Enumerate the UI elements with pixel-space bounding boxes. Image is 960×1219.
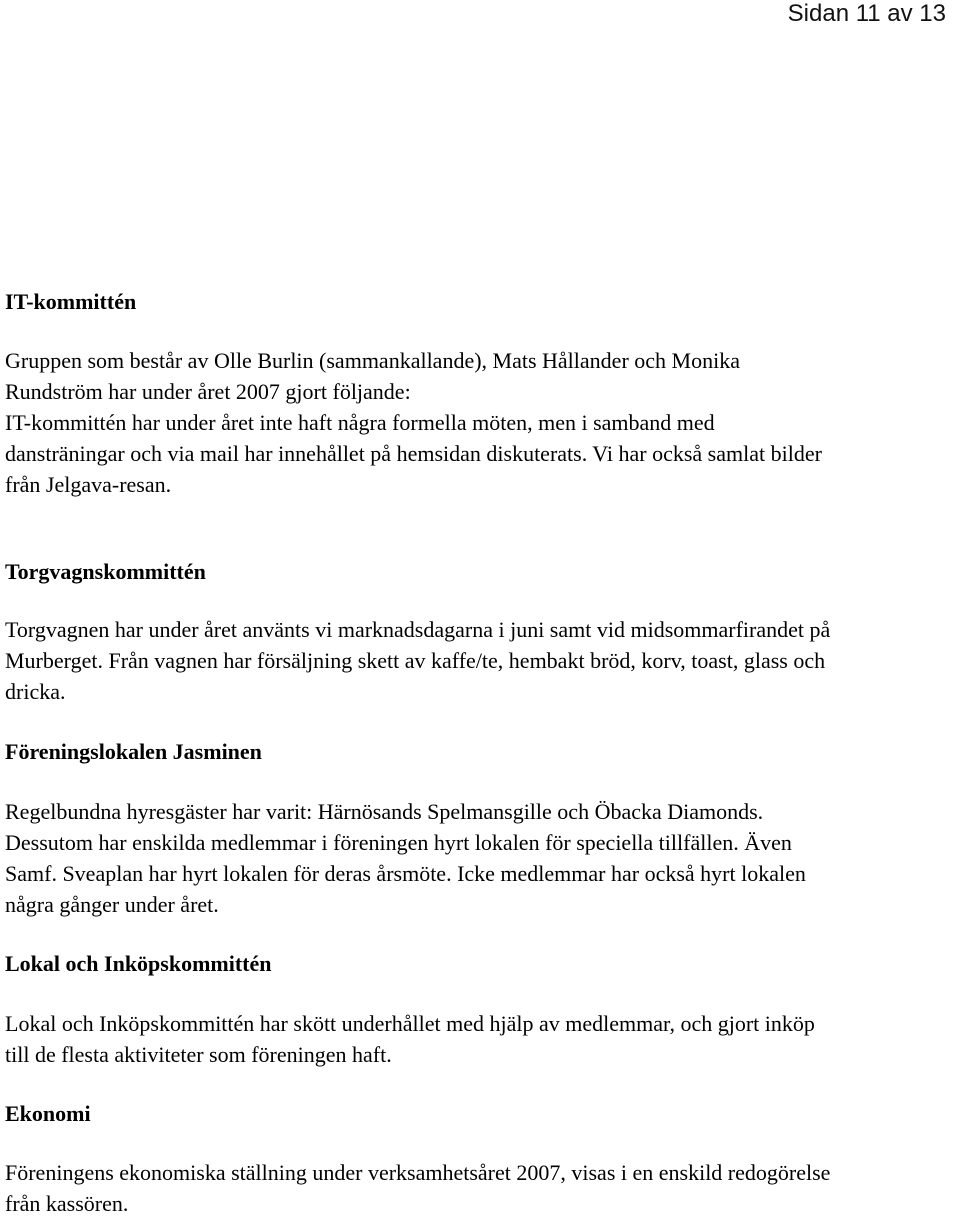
section-paragraph (5, 1008, 957, 1070)
paragraph-line: några gånger under året. (5, 892, 219, 917)
section-heading: Föreningslokalen Jasminen (5, 739, 262, 764)
section-paragraph (5, 345, 957, 500)
paragraph-line: Dessutom har enskilda medlemmar i föreningen hyrt lokalen för speciella tillfällen. Även (5, 830, 792, 855)
paragraph-line: Föreningens ekonomiska ställning under verksamhetsåret 2007, visas i en enskild redogörelse (5, 1160, 831, 1185)
section-heading: Lokal och Inköpskommittén (5, 951, 272, 976)
section-heading: Torgvagnskommittén (5, 559, 206, 584)
paragraph-line: Gruppen som består av Olle Burlin (sammankallande), Mats Hållander och Monika (5, 348, 740, 373)
section-heading: IT-kommittén (5, 289, 137, 314)
section-paragraph (5, 1157, 957, 1219)
document-body (5, 287, 957, 1219)
section-heading: Ekonomi (5, 1101, 91, 1126)
paragraph-line: till de flesta aktiviteter som föreningen haft. (5, 1042, 392, 1067)
paragraph-line: dricka. (5, 679, 66, 704)
paragraph-line: IT-kommittén har under året inte haft några formella möten, men i samband med (5, 410, 715, 435)
section-ekonomi (5, 1099, 957, 1219)
section-paragraph (5, 796, 957, 920)
paragraph-line: från kassören. (5, 1191, 129, 1216)
paragraph-line: Torgvagnen har under året använts vi marknadsdagarna i juni samt vid midsommarfirandet på (5, 617, 831, 642)
page-number: Sidan 11 av 13 (787, 0, 946, 27)
section-foreningslokalen-jasminen (5, 737, 957, 920)
paragraph-line: från Jelgava-resan. (5, 472, 172, 497)
paragraph-line: Rundström har under året 2007 gjort följande: (5, 379, 411, 404)
section-torgvagnskommitten (5, 557, 957, 707)
paragraph-line: Lokal och Inköpskommittén har skött underhållet med hjälp av medlemmar, och gjort inköp (5, 1011, 815, 1036)
section-paragraph (5, 614, 957, 707)
paragraph-line: Regelbundna hyresgäster har varit: Härnösands Spelmansgille och Öbacka Diamonds. (5, 799, 764, 824)
paragraph-line: Samf. Sveaplan har hyrt lokalen för deras årsmöte. Icke medlemmar har också hyrt lokalen (5, 861, 806, 886)
section-it-kommitten (5, 287, 957, 500)
paragraph-line: dansträningar och via mail har innehållet på hemsidan diskuterats. Vi har också samlat bilder (5, 441, 822, 466)
paragraph-line: Murberget. Från vagnen har försäljning skett av kaffe/te, hembakt bröd, korv, toast, glass och (5, 648, 826, 673)
section-lokal-och-inkopskommitten (5, 949, 957, 1070)
